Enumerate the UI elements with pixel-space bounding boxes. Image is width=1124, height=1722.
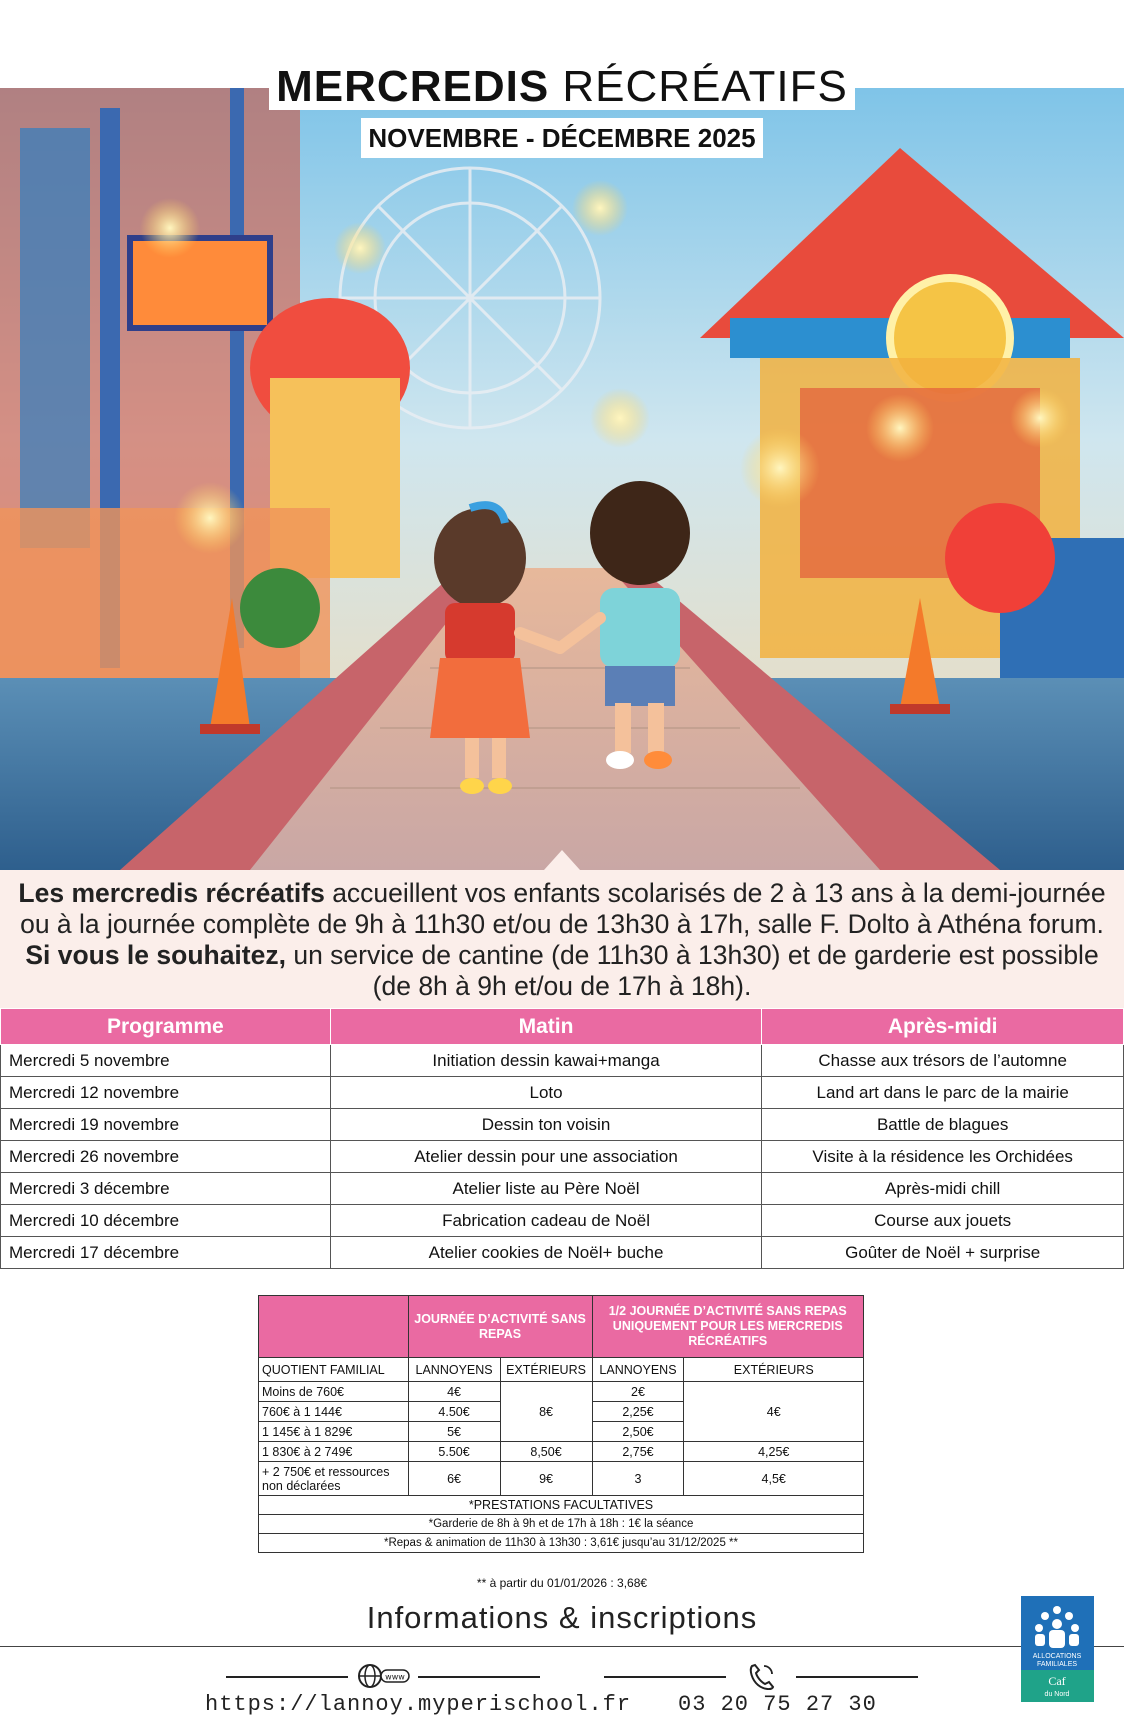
tarif-header-row [259, 1296, 864, 1358]
caf-logo [1021, 1596, 1094, 1702]
table-row [1, 1077, 1124, 1109]
date-cell: Mercredi 5 novembre [1, 1045, 331, 1077]
dash-line [604, 1676, 726, 1678]
programme-header-row [1, 1009, 1124, 1045]
matin-cell: Initiation dessin kawai+manga [330, 1045, 762, 1077]
caf-line3: Caf [1048, 1674, 1066, 1688]
table-row [259, 1382, 864, 1402]
apres-midi-cell: Après-midi chill [762, 1173, 1124, 1205]
tarif-table [258, 1295, 864, 1553]
price-cell: 2€ [592, 1382, 684, 1402]
intro-bold-1: Les mercredis récréatifs [18, 878, 325, 908]
matin-cell: Loto [330, 1077, 762, 1109]
tarif-subheader-row [259, 1358, 864, 1382]
price-cell: 6€ [408, 1462, 500, 1496]
apres-midi-cell: Chasse aux trésors de l’automne [762, 1045, 1124, 1077]
apres-midi-cell: Course aux jouets [762, 1205, 1124, 1237]
head-journee: JOURNÉE D’ACTIVITÉ SANS REPAS [408, 1296, 592, 1358]
hero-illustration [0, 88, 1124, 870]
intro-text-2: un service de cantine (de 11h30 à 13h30) et de garderie est possible (de 8h à 9h et/ou de 17h à 18h). [285, 940, 1099, 1001]
qf-cell: 1 830€ à 2 749€ [259, 1442, 409, 1462]
caf-line2: FAMILIALES [1036, 1661, 1078, 1668]
dash-line [226, 1676, 348, 1678]
price-cell: 4,5€ [684, 1462, 864, 1496]
page-title [269, 60, 855, 110]
matin-cell: Atelier dessin pour une association [330, 1141, 762, 1173]
page-subtitle: NOVEMBRE - DÉCEMBRE 2025 [361, 118, 763, 158]
price-cell: 4,25€ [684, 1442, 864, 1462]
table-row [1, 1109, 1124, 1141]
qf-cell: 1 145€ à 1 829€ [259, 1422, 409, 1442]
title-light: RÉCRÉATIFS [562, 62, 848, 111]
tarif-empty-head [259, 1296, 409, 1358]
price-cell-merged: 8€ [500, 1382, 592, 1442]
footer-divider [0, 1646, 1124, 1647]
table-row [259, 1462, 864, 1496]
price-cell: 8,50€ [500, 1442, 592, 1462]
price-cell: 3 [592, 1462, 684, 1496]
table-row [1, 1205, 1124, 1237]
intro-paragraph [6, 878, 1118, 1002]
dash-line [418, 1676, 540, 1678]
apres-midi-cell: Visite à la résidence les Orchidées [762, 1141, 1124, 1173]
date-cell: Mercredi 10 décembre [1, 1205, 331, 1237]
table-row [259, 1442, 864, 1462]
qf-cell: Moins de 760€ [259, 1382, 409, 1402]
matin-cell: Atelier liste au Père Noël [330, 1173, 762, 1205]
price-cell: 4€ [408, 1382, 500, 1402]
website-link[interactable]: https://lannoy.myperischool.fr [205, 1692, 632, 1717]
intro-bold-2: Si vous le souhaitez, [25, 940, 286, 970]
matin-cell: Atelier cookies de Noël+ buche [330, 1237, 762, 1269]
tarif-footnote: ** à partir du 01/01/2026 : 3,68€ [476, 1576, 648, 1590]
col-programme: Programme [1, 1009, 331, 1045]
qf-cell: + 2 750€ et ressources non déclarées [259, 1462, 409, 1496]
col-lannoyens: LANNOYENS [592, 1358, 684, 1382]
pointer-triangle [544, 850, 580, 870]
caf-line4: du Nord [1044, 1691, 1070, 1698]
info-heading: Informations & inscriptions [366, 1600, 758, 1635]
apres-midi-cell: Goûter de Noël + surprise [762, 1237, 1124, 1269]
facult-garderie: *Garderie de 8h à 9h et de 17h à 18h : 1€ la séance [259, 1515, 864, 1534]
facult-repas: *Repas & animation de 11h30 à 13h30 : 3,61€ jusqu’au 31/12/2025 ** [259, 1534, 864, 1553]
apres-midi-cell: Land art dans le parc de la mairie [762, 1077, 1124, 1109]
facult-title: *PRESTATIONS FACULTATIVES [259, 1496, 864, 1515]
facult-row [259, 1534, 864, 1553]
apres-midi-cell: Battle de blagues [762, 1109, 1124, 1141]
intro-block [0, 870, 1124, 1008]
col-exterieurs: EXTÉRIEURS [684, 1358, 864, 1382]
facult-row [259, 1515, 864, 1534]
col-exterieurs: EXTÉRIEURS [500, 1358, 592, 1382]
col-quotient: QUOTIENT FAMILIAL [259, 1358, 409, 1382]
price-cell: 2,75€ [592, 1442, 684, 1462]
date-cell: Mercredi 3 décembre [1, 1173, 331, 1205]
head-demi-journee: 1/2 JOURNÉE D’ACTIVITÉ SANS REPAS UNIQUEMENT POUR LES MERCREDIS RÉCRÉATIFS [592, 1296, 864, 1358]
price-cell: 4.50€ [408, 1402, 500, 1422]
intro-text-1: accueillent vos enfants scolarisés de 2 à 13 ans à la demi-journée ou à la journée complète de 9h à 11h30 et/ou de 13h30 à 17h, salle F. Dolto à Athéna forum. [20, 878, 1106, 939]
matin-cell: Fabrication cadeau de Noël [330, 1205, 762, 1237]
title-bold: MERCREDIS [276, 62, 550, 111]
table-row [1, 1173, 1124, 1205]
col-matin: Matin [330, 1009, 762, 1045]
date-cell: Mercredi 17 décembre [1, 1237, 331, 1269]
phone-number[interactable]: 03 20 75 27 30 [678, 1692, 877, 1717]
date-cell: Mercredi 19 novembre [1, 1109, 331, 1141]
price-cell: 9€ [500, 1462, 592, 1496]
programme-table [0, 1008, 1124, 1269]
caf-line1: ALLOCATIONS [1032, 1653, 1082, 1660]
matin-cell: Dessin ton voisin [330, 1109, 762, 1141]
facult-row [259, 1496, 864, 1515]
globe-www-icon [357, 1662, 411, 1690]
table-row [1, 1237, 1124, 1269]
phone-icon [746, 1662, 776, 1692]
price-cell: 5€ [408, 1422, 500, 1442]
price-cell-merged: 4€ [684, 1382, 864, 1442]
price-cell: 2,50€ [592, 1422, 684, 1442]
date-cell: Mercredi 12 novembre [1, 1077, 331, 1109]
table-row [1, 1141, 1124, 1173]
qf-cell: 760€ à 1 144€ [259, 1402, 409, 1422]
svg-text:www: www [385, 1672, 405, 1682]
col-apres-midi: Après-midi [762, 1009, 1124, 1045]
price-cell: 5.50€ [408, 1442, 500, 1462]
table-row [1, 1045, 1124, 1077]
dash-line [796, 1676, 918, 1678]
col-lannoyens: LANNOYENS [408, 1358, 500, 1382]
price-cell: 2,25€ [592, 1402, 684, 1422]
date-cell: Mercredi 26 novembre [1, 1141, 331, 1173]
